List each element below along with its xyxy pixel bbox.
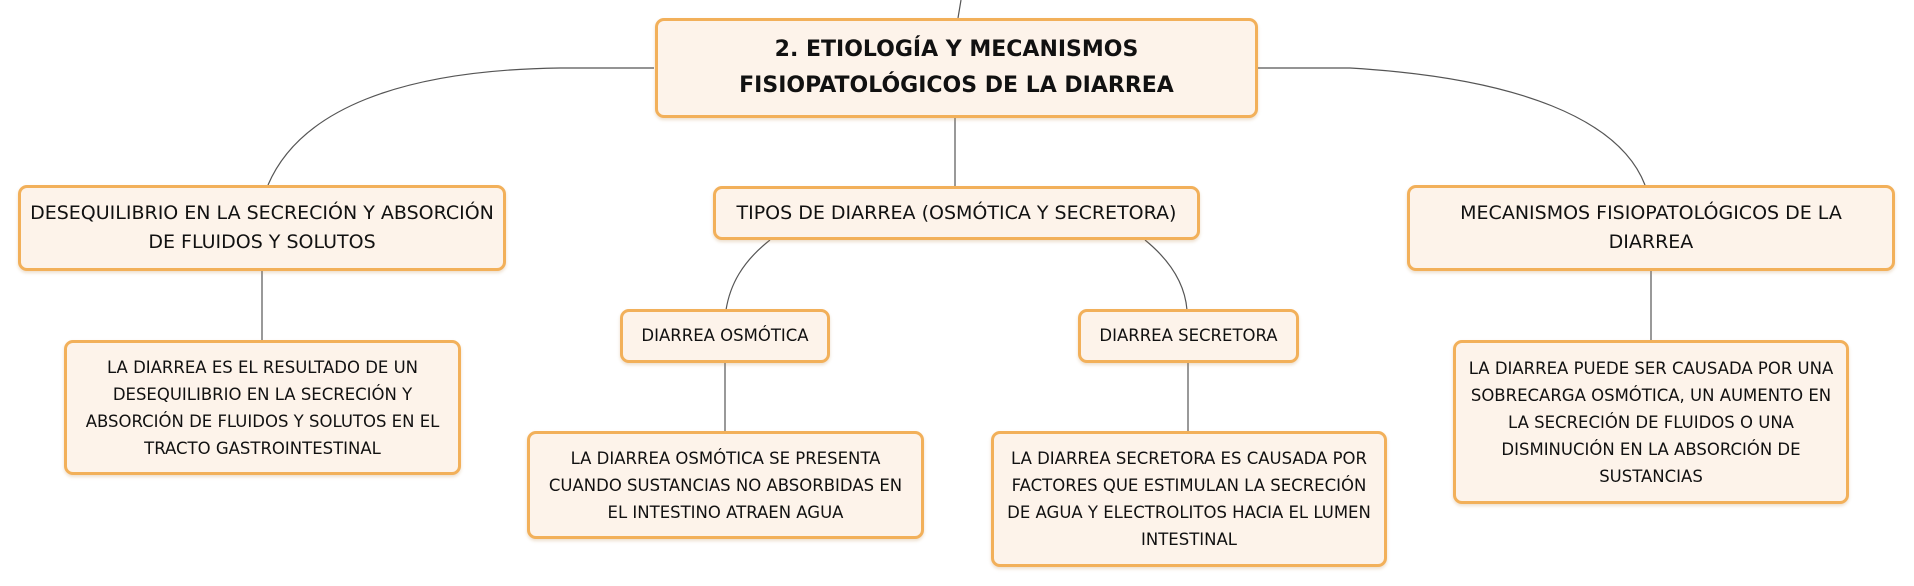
subtopic-osmotic-diarrhea[interactable]	[620, 309, 830, 363]
topic-fluid-imbalance[interactable]	[18, 185, 506, 271]
detail-secretory-diarrhea[interactable]	[991, 431, 1387, 567]
subtopic-secretory-diarrhea[interactable]	[1078, 309, 1299, 363]
detail-secretory-diarrhea-text: LA DIARREA SECRETORA ES CAUSADA POR FACTORES QUE ESTIMULAN LA SECRECIÓN DE AGUA Y ELECTROLITOS HACIA EL LUMEN INTESTINAL	[1007, 449, 1371, 549]
detail-fluid-imbalance[interactable]	[64, 340, 461, 475]
subtopic-osmotic-diarrhea-label: DIARREA OSMÓTICA	[641, 326, 809, 345]
subtopic-secretory-diarrhea-label: DIARREA SECRETORA	[1099, 326, 1278, 345]
topic-pathophysiology[interactable]	[1407, 185, 1895, 271]
topic-diarrhea-types-label: TIPOS DE DIARREA (OSMÓTICA Y SECRETORA)	[736, 201, 1177, 224]
topic-diarrhea-types[interactable]	[713, 186, 1200, 240]
connector-root-to-mechanisms	[1258, 68, 1645, 185]
detail-pathophysiology-text: LA DIARREA PUEDE SER CAUSADA POR UNA SOBRECARGA OSMÓTICA, UN AUMENTO EN LA SECRECIÓN DE FLUIDOS O UNA DISMINUCIÓN EN LA ABSORCIÓN DE SUSTANCIAS	[1468, 358, 1834, 486]
topic-fluid-imbalance-label: DESEQUILIBRIO EN LA SECRECIÓN Y ABSORCIÓN DE FLUIDOS Y SOLUTOS	[30, 202, 494, 253]
root-topic-label: 2. ETIOLOGÍA Y MECANISMOS FISIOPATOLÓGICOS DE LA DIARREA	[739, 37, 1174, 98]
detail-osmotic-diarrhea[interactable]	[527, 431, 924, 539]
connector-types-to-osmotic	[726, 240, 770, 310]
detail-fluid-imbalance-text: LA DIARREA ES EL RESULTADO DE UN DESEQUILIBRIO EN LA SECRECIÓN Y ABSORCIÓN DE FLUIDOS Y SOLUTOS EN EL TRACTO GASTROINTESTINAL	[85, 357, 440, 458]
connector-types-to-secretory	[1145, 240, 1187, 310]
topic-pathophysiology-label: MECANISMOS FISIOPATOLÓGICOS DE LA DIARREA	[1460, 202, 1842, 253]
root-topic[interactable]	[655, 18, 1258, 118]
connector-incoming	[958, 0, 961, 18]
detail-pathophysiology[interactable]	[1453, 340, 1849, 504]
connector-root-to-balance	[268, 68, 654, 185]
detail-osmotic-diarrhea-text: LA DIARREA OSMÓTICA SE PRESENTA CUANDO SUSTANCIAS NO ABSORBIDAS EN EL INTESTINO ATRAEN AGUA	[548, 448, 903, 522]
